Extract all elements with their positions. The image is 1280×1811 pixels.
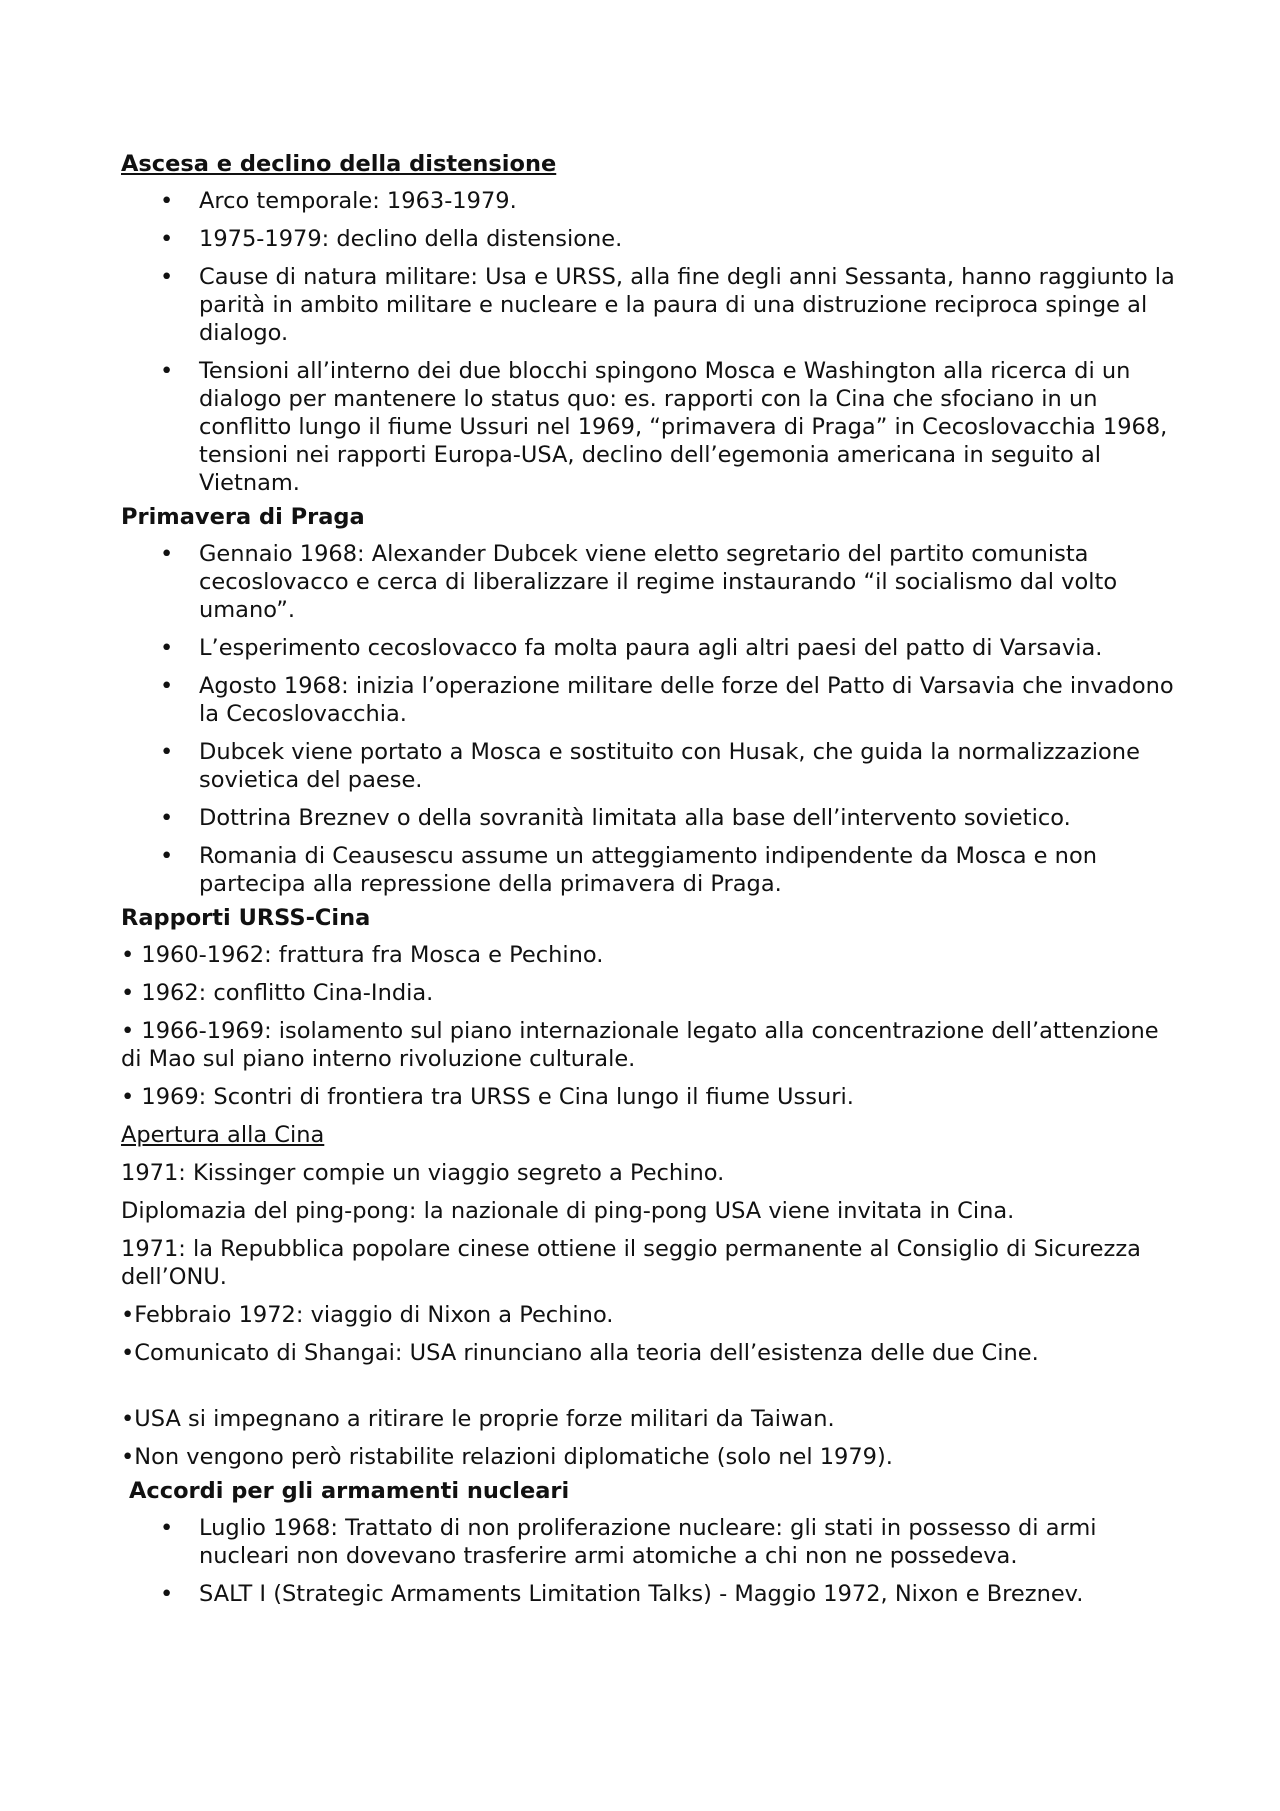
paragraph: •Non vengono però ristabilite relazioni diplomatiche (solo nel 1979). <box>121 1444 893 1470</box>
list-item: • Arco temporale: 1963-1979. <box>160 188 517 214</box>
paragraph: •Comunicato di Shangai: USA rinunciano alla teoria dell’esistenza delle due Cine. <box>121 1340 1039 1366</box>
paragraph: • 1962: conflitto Cina-India. <box>121 980 434 1006</box>
list-item: • Romania di Ceausescu assume un atteggiamento indipendente da Mosca e non partecipa alla repressione della primavera di Praga. <box>160 843 1097 897</box>
bullet-icon: • <box>160 1515 174 1541</box>
list-item: • Agosto 1968: inizia l’operazione militare delle forze del Patto di Varsavia che invadono la Cecoslovacchia. <box>160 673 1174 727</box>
bullet-icon: • <box>160 635 174 661</box>
bullet-icon: • <box>160 188 174 214</box>
paragraph: • 1969: Scontri di frontiera tra URSS e Cina lungo il fiume Ussuri. <box>121 1084 854 1110</box>
bullet-icon: • <box>160 1581 174 1607</box>
bullet-icon: • <box>160 226 174 252</box>
list-item: • Dottrina Breznev o della sovranità limitata alla base dell’intervento sovietico. <box>160 805 1071 831</box>
document-content <box>121 150 1181 1618</box>
paragraph: • 1966-1969: isolamento sul piano internazionale legato alla concentrazione dell’attenzione di Mao sul piano interno rivoluzione culturale. <box>121 1018 1159 1072</box>
bullet-icon: • <box>160 739 174 765</box>
bullet-icon: • <box>160 843 174 869</box>
bullet-list-distensione <box>121 187 1181 497</box>
paragraph: 1971: la Repubblica popolare cinese ottiene il seggio permanente al Consiglio di Sicurezza dell’ONU. <box>121 1236 1141 1290</box>
paragraph: •Febbraio 1972: viaggio di Nixon a Pechino. <box>121 1302 614 1328</box>
paragraph: Diplomazia del ping-pong: la nazionale di ping-pong USA viene invitata in Cina. <box>121 1198 1015 1224</box>
section-title-distensione: Ascesa e declino della distensione <box>121 151 557 177</box>
bullet-icon: • <box>160 358 174 384</box>
bullet-icon: • <box>160 264 174 290</box>
paragraph: • 1960-1962: frattura fra Mosca e Pechino. <box>121 942 604 968</box>
paragraph: •USA si impegnano a ritirare le proprie forze militari da Taiwan. <box>121 1406 835 1432</box>
bullet-icon: • <box>160 541 174 567</box>
bullet-list-praga <box>121 540 1181 898</box>
bullet-icon: • <box>160 805 174 831</box>
list-item: • Cause di natura militare: Usa e URSS, alla fine degli anni Sessanta, hanno raggiunto la parità in ambito militare e nucleare e la paura di una distruzione reciproca spinge al dialogo. <box>160 264 1175 346</box>
section-title-praga: Primavera di Praga <box>121 504 365 530</box>
spacer <box>121 1377 1181 1405</box>
bullet-list-armamenti <box>121 1514 1181 1608</box>
list-item: • Gennaio 1968: Alexander Dubcek viene eletto segretario del partito comunista cecoslovacco e cerca di liberalizzare il regime instaurando “il socialismo dal volto umano”. <box>160 541 1118 623</box>
section-title-armamenti: Accordi per gli armamenti nucleari <box>129 1478 570 1504</box>
list-item: • 1975-1979: declino della distensione. <box>160 226 623 252</box>
list-item: • L’esperimento cecoslovacco fa molta paura agli altri paesi del patto di Varsavia. <box>160 635 1103 661</box>
paragraph: 1971: Kissinger compie un viaggio segreto a Pechino. <box>121 1160 725 1186</box>
list-item: • Luglio 1968: Trattato di non proliferazione nucleare: gli stati in possesso di armi nucleari non dovevano trasferire armi atomiche a chi non ne possedeva. <box>160 1515 1097 1569</box>
list-item: • Dubcek viene portato a Mosca e sostituito con Husak, che guida la normalizzazione sovietica del paese. <box>160 739 1140 793</box>
list-item: • SALT I (Strategic Armaments Limitation Talks) - Maggio 1972, Nixon e Breznev. <box>160 1581 1084 1607</box>
list-item: • Tensioni all’interno dei due blocchi spingono Mosca e Washington alla ricerca di un dialogo per mantenere lo status quo: es. rapporti con la Cina che sfociano in un conflitto lungo il fiume Ussuri nel 1969, “primavera di Praga” in Cecoslovacchia 1968, tensioni nei rapporti Europa-USA, declino dell’egemonia americana in seguito al Vietnam. <box>160 358 1168 496</box>
bullet-icon: • <box>160 673 174 699</box>
section-title-apertura: Apertura alla Cina <box>121 1122 325 1148</box>
section-title-urss-cina: Rapporti URSS-Cina <box>121 905 371 931</box>
